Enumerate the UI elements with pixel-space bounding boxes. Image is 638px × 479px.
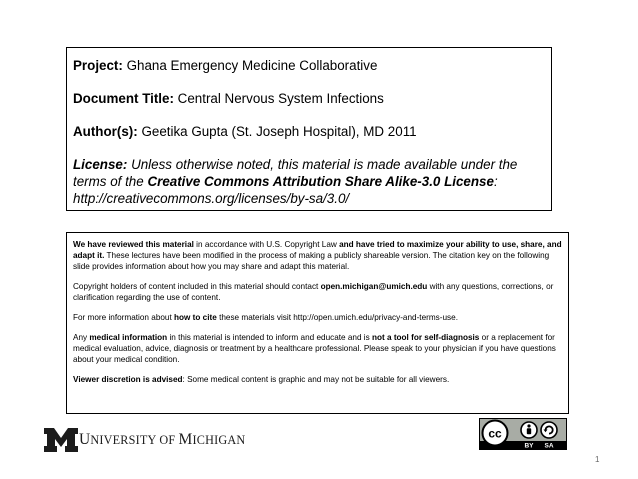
license-label: License: bbox=[73, 157, 128, 172]
license-line bbox=[73, 156, 545, 207]
medical-bold-2: not a tool for self-diagnosis bbox=[372, 332, 480, 342]
wordmark-ichigan: ICHIGAN bbox=[192, 433, 246, 447]
discretion-bold: Viewer discretion is advised bbox=[73, 374, 183, 384]
review-text-2: These lectures have been modified in the process of making a publicly shareable version. The citation key on the following slide provides information about how you may share and adapt this material. bbox=[73, 251, 550, 272]
share-alike-icon bbox=[541, 422, 557, 438]
cite-text-2: these materials visit http://open.umich.edu/privacy-and-terms-use. bbox=[216, 313, 458, 323]
medical-text-3: or a replacement for medical evaluation, advice, diagnosis or treatment by a healthcare professional. Please speak to your physician if you have questions about your medical condition. bbox=[73, 332, 556, 365]
svg-text:cc: cc bbox=[488, 426, 502, 441]
project-label: Project: bbox=[73, 58, 123, 73]
medical-bold-1: medical information bbox=[89, 332, 168, 342]
cite-text-1: For more information about bbox=[73, 313, 175, 323]
university-wordmark bbox=[79, 431, 245, 449]
license-text: Unless otherwise noted, this material is made available under the terms of the bbox=[73, 157, 518, 189]
review-paragraph bbox=[73, 239, 562, 273]
document-title-line bbox=[73, 90, 545, 107]
copyright-notice-box bbox=[66, 232, 569, 414]
cc-by-label: BY bbox=[524, 442, 534, 449]
wordmark-niversity-of: NIVERSITY OF bbox=[90, 433, 179, 447]
medical-paragraph bbox=[73, 332, 562, 366]
document-title-label: Document Title: bbox=[73, 91, 174, 106]
license-name: Creative Commons Attribution Share Alike-3.0 License bbox=[147, 174, 494, 189]
cc-sa-label: SA bbox=[544, 442, 554, 449]
contact-paragraph bbox=[73, 281, 562, 303]
wordmark-u: U bbox=[79, 431, 91, 448]
cc-icon bbox=[483, 421, 508, 446]
cc-badge-graphic bbox=[480, 419, 566, 449]
cite-bold: how to cite bbox=[174, 313, 217, 323]
cite-paragraph bbox=[73, 312, 562, 323]
project-value: Ghana Emergency Medicine Collaborative bbox=[126, 58, 378, 73]
authors-value: Geetika Gupta (St. Joseph Hospital), MD 2011 bbox=[141, 124, 417, 139]
contact-email[interactable]: open.michigan@umich.edu bbox=[320, 282, 428, 292]
university-of-michigan-logo bbox=[44, 428, 245, 452]
authors-label: Author(s): bbox=[73, 124, 138, 139]
license-header-box bbox=[66, 47, 552, 211]
page-number: 1 bbox=[595, 455, 600, 464]
contact-text-2: with any questions, corrections, or clarification regarding the use of content. bbox=[73, 282, 554, 303]
license-colon: : bbox=[493, 174, 498, 189]
medical-text-1: Any bbox=[73, 332, 90, 342]
attribution-person-icon bbox=[521, 422, 537, 438]
maximize-bold: and have tried to maximize your ability to use, share, and adapt it. bbox=[73, 240, 562, 261]
medical-text-2: in this material is intended to inform and educate and is bbox=[167, 332, 372, 342]
wordmark-m: M bbox=[178, 431, 193, 448]
authors-line bbox=[73, 123, 545, 140]
discretion-text: : Some medical content is graphic and may not be suitable for all viewers. bbox=[182, 374, 450, 384]
discretion-paragraph bbox=[73, 374, 562, 385]
license-url[interactable]: http://creativecommons.org/licenses/by-sa/3.0/ bbox=[73, 191, 350, 206]
project-line bbox=[73, 57, 545, 74]
reviewed-bold: We have reviewed this material bbox=[73, 240, 194, 249]
document-title-value: Central Nervous System Infections bbox=[177, 91, 384, 106]
block-m-icon bbox=[44, 428, 78, 452]
review-text-1: in accordance with U.S. Copyright Law bbox=[193, 240, 340, 249]
contact-text-1: Copyright holders of content included in this material should contact bbox=[73, 282, 321, 292]
cc-by-sa-badge[interactable] bbox=[479, 418, 567, 450]
